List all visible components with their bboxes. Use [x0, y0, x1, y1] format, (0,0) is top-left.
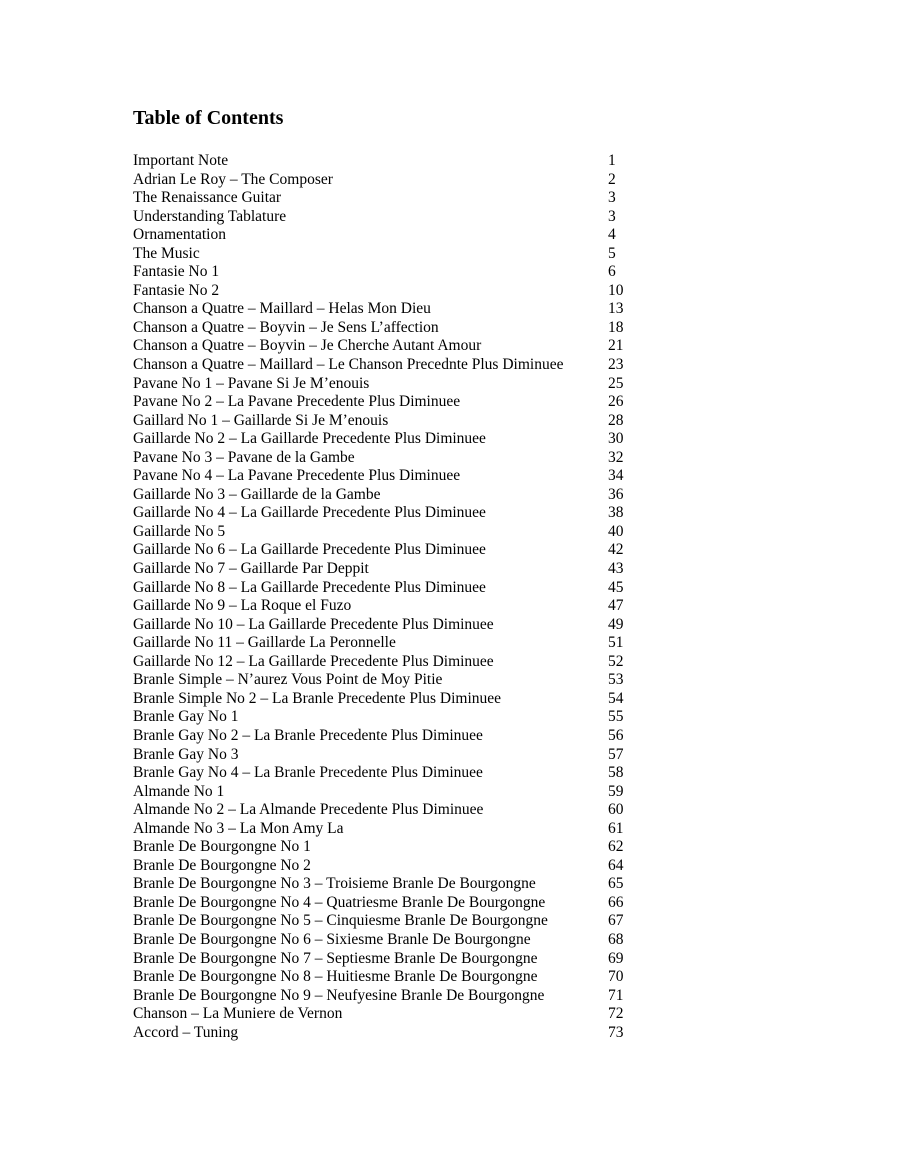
toc-entry — [133, 282, 653, 301]
toc-entry-page-number: 62 — [608, 838, 624, 856]
toc-entry — [133, 226, 653, 245]
toc-entry-page-number: 53 — [608, 671, 624, 689]
toc-entry — [133, 616, 653, 635]
toc-entry-page-number: 65 — [608, 875, 624, 893]
toc-entry-title: Branle De Bourgongne No 7 – Septiesme Branle De Bourgongne — [133, 949, 538, 967]
toc-entry-page-number: 26 — [608, 393, 624, 411]
toc-entry — [133, 412, 653, 431]
toc-entry-page-number: 25 — [608, 374, 624, 392]
toc-entry-title: Gaillarde No 4 – La Gaillarde Precedente Plus Diminuee — [133, 504, 486, 522]
toc-entry-page-number: 23 — [608, 356, 624, 374]
toc-entry-title: Branle De Bourgongne No 8 – Huitiesme Branle De Bourgongne — [133, 968, 538, 986]
toc-entry-page-number: 18 — [608, 318, 624, 336]
toc-entry — [133, 337, 653, 356]
toc-entry-title: Branle Simple No 2 – La Branle Precedente Plus Diminuee — [133, 689, 502, 707]
toc-entry — [133, 987, 653, 1006]
toc-entry-page-number: 71 — [608, 986, 624, 1004]
toc-entry-page-number: 4 — [608, 226, 616, 244]
toc-entry-page-number: 52 — [608, 652, 624, 670]
toc-entry-title: Fantasie No 1 — [133, 263, 220, 281]
toc-entry — [133, 597, 653, 616]
toc-entry-page-number: 5 — [608, 244, 616, 262]
toc-entry-title: Gaillarde No 11 – Gaillarde La Peronnelle — [133, 634, 396, 652]
toc-entry-title: Branle De Bourgongne No 1 — [133, 838, 311, 856]
toc-entry-title: Understanding Tablature — [133, 207, 287, 225]
toc-entry-title: Branle Gay No 1 — [133, 708, 239, 726]
toc-entry-title: Gaillarde No 2 – La Gaillarde Precedente Plus Diminuee — [133, 430, 486, 448]
toc-entry-page-number: 55 — [608, 708, 624, 726]
toc-entry — [133, 746, 653, 765]
toc-entry — [133, 1005, 653, 1024]
toc-entry — [133, 486, 653, 505]
toc-entry — [133, 708, 653, 727]
toc-entry-title: Gaillarde No 7 – Gaillarde Par Deppit — [133, 560, 369, 578]
toc-entry-page-number: 64 — [608, 856, 624, 874]
toc-entry — [133, 263, 653, 282]
toc-entry — [133, 356, 653, 375]
toc-entry-title: Branle De Bourgongne No 5 – Cinquiesme Branle De Bourgongne — [133, 912, 548, 930]
toc-entry-title: Branle De Bourgongne No 2 — [133, 856, 311, 874]
toc-entry-title: Chanson – La Muniere de Vernon — [133, 1005, 343, 1023]
toc-entry-page-number: 13 — [608, 300, 624, 318]
toc-entry-page-number: 73 — [608, 1023, 624, 1041]
toc-entry-page-number: 70 — [608, 968, 624, 986]
toc-entry-title: Chanson a Quatre – Maillard – Helas Mon Dieu — [133, 300, 431, 318]
toc-entry-title: Gaillard No 1 – Gaillarde Si Je M’enouis — [133, 411, 389, 429]
toc-entry-title: Branle Simple – N’aurez Vous Point de Moy Pitie — [133, 671, 443, 689]
toc-entry-title: Ornamentation — [133, 226, 226, 244]
toc-entry — [133, 560, 653, 579]
toc-entry-title: Gaillarde No 8 – La Gaillarde Precedente Plus Diminuee — [133, 578, 486, 596]
toc-entry — [133, 579, 653, 598]
toc-entry — [133, 189, 653, 208]
toc-entry-title: Pavane No 3 – Pavane de la Gambe — [133, 448, 355, 466]
toc-entry — [133, 375, 653, 394]
toc-entry — [133, 857, 653, 876]
toc-entry-page-number: 10 — [608, 281, 624, 299]
toc-entry-title: Gaillarde No 10 – La Gaillarde Precedente Plus Diminuee — [133, 615, 494, 633]
toc-entry-title: Gaillarde No 3 – Gaillarde de la Gambe — [133, 485, 381, 503]
toc-entry-title: Pavane No 4 – La Pavane Precedente Plus Diminuee — [133, 467, 461, 485]
toc-entry-title: Chanson a Quatre – Maillard – Le Chanson Precednte Plus Diminuee — [133, 356, 564, 374]
toc-entry-title: Chanson a Quatre – Boyvin – Je Sens L’affection — [133, 318, 439, 336]
toc-entry-page-number: 69 — [608, 949, 624, 967]
toc-entry — [133, 838, 653, 857]
toc-entry-page-number: 2 — [608, 170, 616, 188]
toc-entry — [133, 1024, 653, 1043]
toc-entry-page-number: 66 — [608, 893, 624, 911]
toc-entry-page-number: 61 — [608, 819, 624, 837]
toc-entry-title: Chanson a Quatre – Boyvin – Je Cherche Autant Amour — [133, 337, 482, 355]
toc-entry-page-number: 38 — [608, 504, 624, 522]
toc-entry-title: Branle Gay No 3 — [133, 745, 239, 763]
toc-entry-page-number: 72 — [608, 1005, 624, 1023]
toc-entry-page-number: 6 — [608, 263, 616, 281]
toc-entry — [133, 430, 653, 449]
toc-entry — [133, 208, 653, 227]
toc-entry — [133, 894, 653, 913]
toc-entry-page-number: 34 — [608, 467, 624, 485]
toc-entry — [133, 727, 653, 746]
toc-entry-title: Almande No 3 – La Mon Amy La — [133, 819, 344, 837]
toc-entry-page-number: 30 — [608, 430, 624, 448]
toc-entry — [133, 300, 653, 319]
toc-entry — [133, 783, 653, 802]
toc-entry — [133, 467, 653, 486]
toc-entry-title: Almande No 2 – La Almande Precedente Plus Diminuee — [133, 801, 484, 819]
toc-entry — [133, 393, 653, 412]
page-title: Table of Contents — [133, 107, 284, 129]
toc-entry-title: Gaillarde No 5 — [133, 522, 226, 540]
toc-entry-page-number: 43 — [608, 560, 624, 578]
toc-entry-title: Fantasie No 2 — [133, 281, 220, 299]
toc-entry-page-number: 58 — [608, 764, 624, 782]
toc-entry — [133, 950, 653, 969]
toc-entry — [133, 319, 653, 338]
toc-entry-title: Gaillarde No 6 – La Gaillarde Precedente Plus Diminuee — [133, 541, 486, 559]
toc-entry — [133, 171, 653, 190]
toc-entry — [133, 653, 653, 672]
toc-entry-title: Accord – Tuning — [133, 1023, 239, 1041]
toc-entry-title: Branle De Bourgongne No 6 – Sixiesme Branle De Bourgongne — [133, 930, 531, 948]
toc-entry-title: Pavane No 1 – Pavane Si Je M’enouis — [133, 374, 370, 392]
toc-list — [133, 152, 653, 1042]
toc-entry-page-number: 67 — [608, 912, 624, 930]
toc-entry-page-number: 59 — [608, 782, 624, 800]
toc-entry — [133, 541, 653, 560]
toc-entry — [133, 523, 653, 542]
toc-entry-title: Almande No 1 — [133, 782, 225, 800]
toc-entry-title: Branle Gay No 2 – La Branle Precedente Plus Diminuee — [133, 726, 483, 744]
toc-entry-page-number: 45 — [608, 578, 624, 596]
toc-entry-title: The Renaissance Guitar — [133, 189, 282, 207]
toc-entry — [133, 504, 653, 523]
toc-entry — [133, 820, 653, 839]
toc-entry-page-number: 3 — [608, 189, 616, 207]
toc-entry — [133, 875, 653, 894]
toc-entry-title: Adrian Le Roy – The Composer — [133, 170, 333, 188]
toc-entry-page-number: 36 — [608, 485, 624, 503]
document-page — [133, 104, 653, 1042]
toc-entry-page-number: 21 — [608, 337, 624, 355]
toc-entry-title: Branle Gay No 4 – La Branle Precedente Plus Diminuee — [133, 764, 483, 782]
toc-entry — [133, 912, 653, 931]
toc-entry-title: Important Note — [133, 152, 229, 169]
toc-entry-page-number: 51 — [608, 634, 624, 652]
toc-entry-page-number: 40 — [608, 522, 624, 540]
toc-entry-page-number: 68 — [608, 930, 624, 948]
toc-entry-page-number: 3 — [608, 207, 616, 225]
toc-entry-page-number: 56 — [608, 726, 624, 744]
toc-entry-page-number: 57 — [608, 745, 624, 763]
toc-entry — [133, 690, 653, 709]
toc-entry-page-number: 42 — [608, 541, 624, 559]
toc-entry-title: Branle De Bourgongne No 3 – Troisieme Branle De Bourgongne — [133, 875, 536, 893]
toc-entry — [133, 968, 653, 987]
toc-entry-title: Gaillarde No 9 – La Roque el Fuzo — [133, 597, 352, 615]
toc-entry — [133, 764, 653, 783]
toc-entry-title: Branle De Bourgongne No 4 – Quatriesme Branle De Bourgongne — [133, 893, 546, 911]
toc-entry — [133, 245, 653, 264]
toc-entry-page-number: 47 — [608, 597, 624, 615]
toc-entry-page-number: 60 — [608, 801, 624, 819]
toc-entry-title: The Music — [133, 244, 200, 262]
toc-entry — [133, 634, 653, 653]
toc-entry-page-number: 1 — [608, 152, 616, 169]
toc-entry-title: Branle De Bourgongne No 9 – Neufyesine Branle De Bourgongne — [133, 986, 545, 1004]
toc-entry-page-number: 28 — [608, 411, 624, 429]
toc-entry-page-number: 49 — [608, 615, 624, 633]
toc-entry-title: Pavane No 2 – La Pavane Precedente Plus Diminuee — [133, 393, 461, 411]
toc-entry — [133, 152, 653, 171]
toc-entry — [133, 931, 653, 950]
toc-entry-title: Gaillarde No 12 – La Gaillarde Precedente Plus Diminuee — [133, 652, 494, 670]
toc-entry-page-number: 32 — [608, 448, 624, 466]
toc-entry — [133, 801, 653, 820]
toc-entry-page-number: 54 — [608, 689, 624, 707]
toc-entry — [133, 671, 653, 690]
toc-entry — [133, 449, 653, 468]
